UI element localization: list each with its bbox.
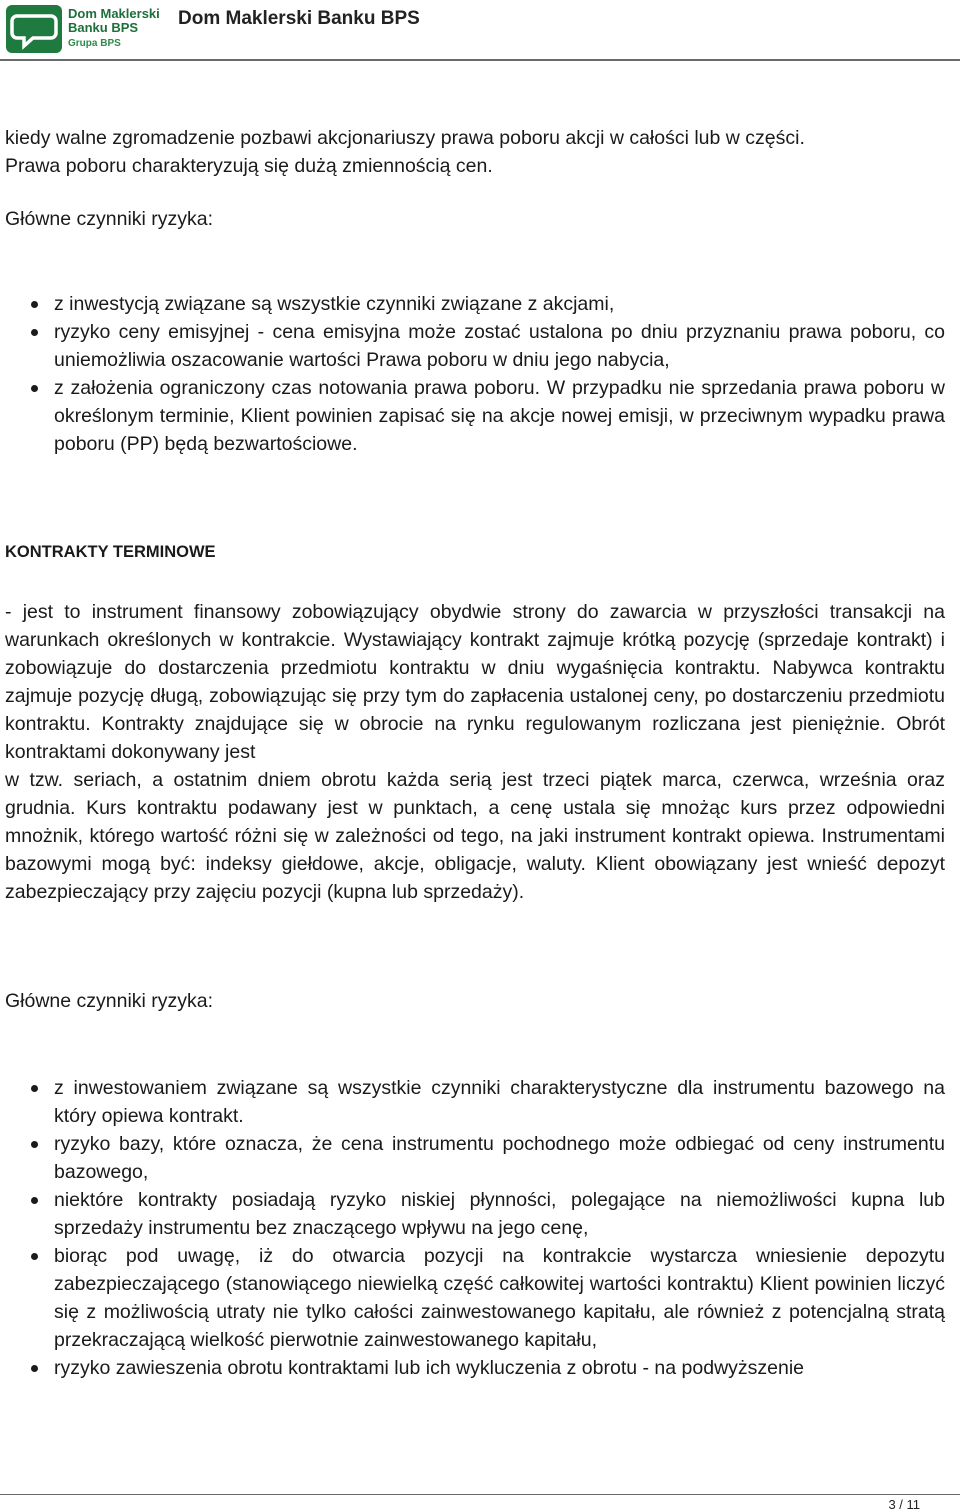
risk-heading-1: Główne czynniki ryzyka: — [5, 208, 214, 230]
page-header — [0, 0, 960, 62]
footer-divider — [0, 1494, 960, 1495]
list-item: z założenia ograniczony czas notowania prawa poboru. W przypadku nie sprzedania prawa poboru w określonym terminie, Klient powinien zapisać się na akcje nowej emisji, w przeciwnym wypadku prawa poboru (PP) będą bezwartościowe. — [0, 374, 945, 458]
logo-wordmark — [68, 7, 160, 51]
speech-bubble-logo-icon — [5, 4, 63, 54]
section-title: KONTRAKTY TERMINOWE — [5, 543, 216, 561]
list-item: ryzyko ceny emisyjnej - cena emisyjna może zostać ustalona po dniu przyznaniu prawa poboru, co uniemożliwia oszacowanie wartości Prawa poboru w dniu jego nabycia, — [0, 318, 945, 374]
list-item: z inwestycją związane są wszystkie czynniki związane z akcjami, — [0, 290, 945, 318]
header-divider — [0, 59, 960, 61]
list-item: ryzyko zawieszenia obrotu kontraktami lub ich wykluczenia z obrotu - na podwyższenie — [0, 1354, 945, 1382]
logo-line-2: Banku BPS — [68, 20, 139, 35]
logo-line-1: Dom Maklerski — [68, 6, 160, 21]
list-item: niektóre kontrakty posiadają ryzyko niskiej płynności, polegające na niemożliwości kupna lub sprzedaży instrumentu bez znaczącego wpływu na jego cenę, — [0, 1186, 945, 1242]
intro-line-1: kiedy walne zgromadzenie pozbawi akcjonariuszy prawa poboru akcji w całości lub w części. — [5, 127, 805, 149]
page-number: 3 / 11 — [888, 1497, 920, 1512]
futures-paragraph — [5, 598, 945, 906]
company-logo[interactable] — [5, 4, 165, 54]
list-item: biorąc pod uwagę, iż do otwarcia pozycji na kontrakcie wystarcza wniesienie depozytu zabezpieczającego (stanowiącego niewielką część całkowitej wartości kontraktu) Klient powinien liczyć się z możliwością utraty nie tylko całości zainwestowanego kapitału, ale również z potencjalną stratą przekraczającą wielkość pierwotnie zainwestowanego kapitału, — [0, 1242, 945, 1354]
intro-line-2: Prawa poboru charakteryzują się dużą zmiennością cen. — [5, 155, 493, 177]
site-title: Dom Maklerski Banku BPS — [178, 8, 420, 29]
list-item: z inwestowaniem związane są wszystkie czynniki charakterystyczne dla instrumentu bazowego na który opiewa kontrakt. — [0, 1074, 945, 1130]
risk-list-2 — [0, 1074, 945, 1382]
list-item: ryzyko bazy, które oznacza, że cena instrumentu pochodnego może odbiegać od ceny instrumentu bazowego, — [0, 1130, 945, 1186]
intro-paragraph — [5, 124, 945, 180]
risk-list-1 — [0, 290, 945, 458]
futures-paragraph-part-2: w tzw. seriach, a ostatnim dniem obrotu każda serią jest trzeci piątek marca, czerwca, września oraz grudnia. Kurs kontraktu podawany jest w punktach, a cenę ustala się mnożąc kurs przez odpowiedni mnożnik, którego wartość różni się w zależności od tego, na jaki instrument kontrakt opiewa. Instrumentami bazowymi mogą być: indeksy giełdowe, akcje, obligacje, waluty. Klient obowiązany jest wnieść depozyt zabezpieczający przy zajęciu pozycji (kupna lub sprzedaży). — [5, 769, 945, 903]
logo-line-3: Grupa BPS — [68, 38, 121, 49]
futures-paragraph-part-1: - jest to instrument finansowy zobowiązujący obydwie strony do zawarcia w przyszłości transakcji na warunkach określonych w kontrakcie. Wystawiający kontrakt zajmuje krótką pozycję (sprzedaje kontrakt) i zobowiązuje do dostarczenia przedmiotu kontraktu w dniu wygaśnięcia kontraktu. Nabywca kontraktu zajmuje pozycję długą, zobowiązując się przy tym do zapłacenia ustalonej ceny, po dostarczeniu przedmiotu kontraktu. Kontrakty znajdujące się w obrocie na rynku regulowanym rozliczana jest pieniężnie. Obrót kontraktami dokonywany jest — [5, 601, 945, 763]
risk-heading-2: Główne czynniki ryzyka: — [5, 990, 214, 1012]
